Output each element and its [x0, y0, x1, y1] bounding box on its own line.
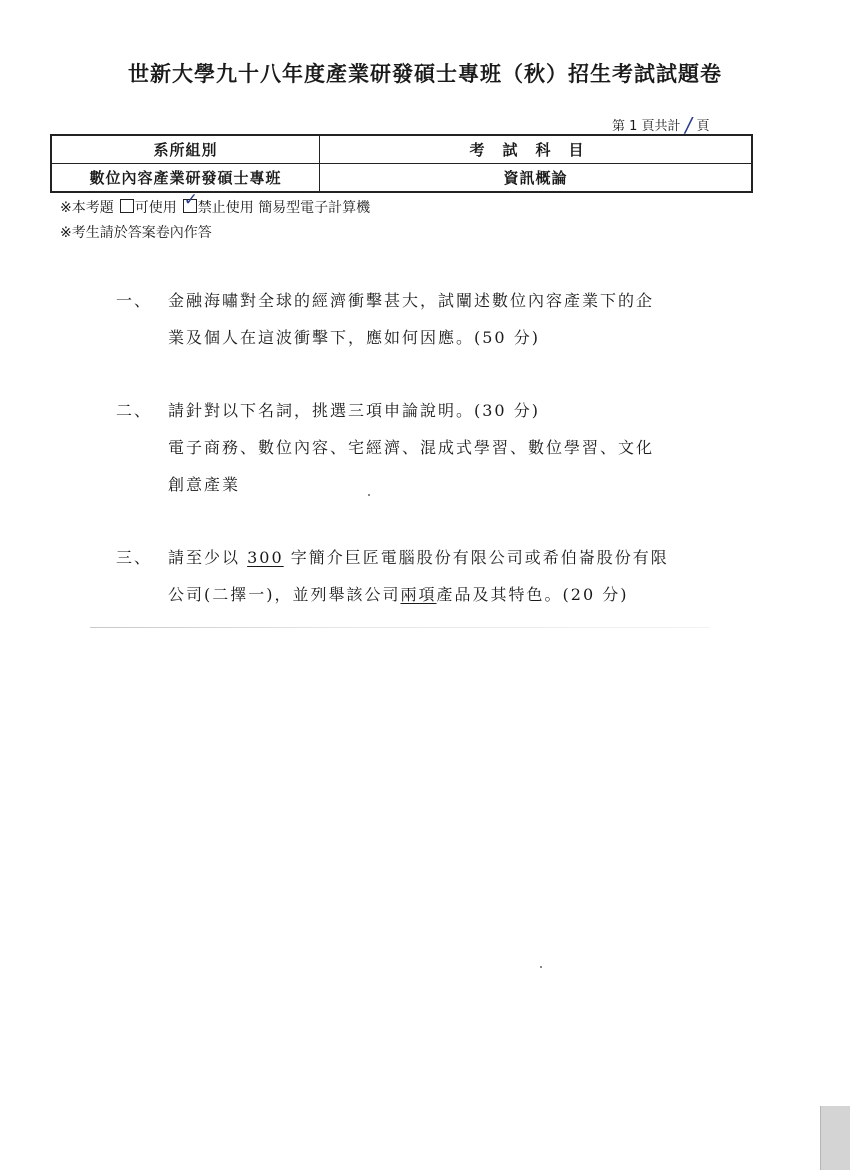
page-counter [612, 111, 710, 135]
question-line [168, 582, 628, 605]
scan-divider [90, 627, 710, 628]
question-line [168, 545, 669, 568]
page-suffix: 頁 [696, 119, 710, 134]
allowed-label: 可使用 [134, 200, 177, 216]
answer-note: ※考生請於答案卷內作答 [60, 225, 212, 241]
scan-speck [368, 494, 370, 496]
term-list-line: 電子商務、數位內容、宅經濟、混成式學習、數位學習、文化 [168, 438, 655, 457]
underlined-count: 兩項 [400, 585, 437, 604]
scan-speck [540, 966, 542, 968]
scan-corner-shadow [820, 1106, 850, 1170]
subject-name: 資訊概論 [320, 164, 753, 193]
department-header: 系所組別 [51, 135, 320, 164]
calculator-note-prefix: ※本考題 [60, 200, 114, 216]
calculator-type: 簡易型電子計算機 [258, 200, 371, 216]
handwritten-page-mark: / [685, 113, 692, 137]
allowed-checkbox [120, 199, 134, 213]
underlined-word-count: 300 [247, 548, 284, 567]
question-line: 金融海嘯對全球的經濟衝擊甚大，試闡述數位內容產業下的企 [168, 291, 655, 310]
line-text: 字簡介巨匠電腦股份有限公司或希伯崙股份有限 [290, 548, 669, 567]
question-number: 三、 [116, 548, 153, 567]
question-line: 業及個人在這波衝擊下，應如何因應。(50 分) [168, 328, 540, 347]
check-icon: ✓ [183, 190, 198, 210]
forbidden-label: 禁止使用 [197, 200, 254, 216]
calculator-note [60, 190, 371, 217]
line-text: 請至少以 [168, 548, 241, 567]
subject-header: 考試科目 [320, 135, 753, 164]
exam-info-table [50, 134, 753, 193]
line-text: 產品及其特色。(20 分) [436, 585, 629, 604]
line-text: 公司(二擇一)，並列舉該公司 [168, 585, 401, 604]
question-number: 一、 [116, 291, 153, 310]
question-line: 請針對以下名詞，挑選三項申論說明。(30 分) [168, 401, 540, 420]
question-number: 二、 [116, 401, 153, 420]
page-prefix: 第 1 頁共計 [612, 119, 681, 134]
exam-title: 世新大學九十八年度產業研發碩士專班（秋）招生考試試題卷 [128, 61, 722, 86]
forbidden-checkbox [183, 190, 198, 213]
term-list-line: 創意產業 [168, 475, 241, 494]
program-name: 數位內容產業研發碩士專班 [51, 164, 320, 193]
